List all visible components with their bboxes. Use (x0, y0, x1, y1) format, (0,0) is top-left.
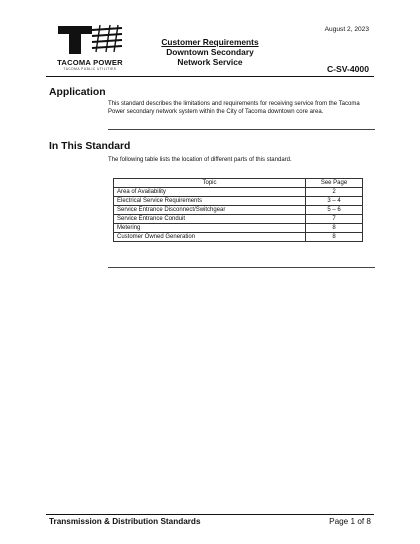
table-row (114, 188, 363, 197)
table-cell-topic: Electrical Service Requirements (114, 197, 306, 206)
table-row (114, 224, 363, 233)
table-cell-topic: Service Entrance Conduit (114, 215, 306, 224)
in-this-standard-divider (108, 267, 375, 268)
title-line-3: Network Service (177, 57, 243, 67)
footer-standards-label: Transmission & Distribution Standards (49, 517, 201, 526)
table-row (114, 206, 363, 215)
table-cell-topic: Service Entrance Disconnect/Switchgear (114, 206, 306, 215)
table-cell-page: 2 (306, 188, 363, 197)
table-cell-page: 3 – 4 (306, 197, 363, 206)
application-text: This standard describes the limitations and requirements for receiving service from the Tacoma Power secondary network system within the City of Tacoma downtown core area. (108, 101, 360, 116)
application-divider (108, 129, 375, 130)
document-code: C-SV-4000 (326, 64, 369, 74)
table-header-topic: Topic (114, 179, 306, 188)
header-date: August 2, 2023 (324, 26, 369, 33)
table-row (114, 233, 363, 242)
application-heading: Application (49, 87, 106, 98)
table-cell-topic: Customer Owned Generation (114, 233, 306, 242)
header-divider (46, 76, 374, 77)
footer-page-number: Page 1 of 8 (329, 517, 371, 526)
title-line-2: Downtown Secondary (166, 47, 254, 57)
logo-tagline: TACOMA PUBLIC UTILITIES (63, 67, 117, 71)
tacoma-power-logo-icon (52, 24, 128, 58)
logo-name: TACOMA POWER (57, 58, 123, 67)
in-this-standard-heading: In This Standard (49, 141, 131, 152)
table-cell-topic: Area of Availability (114, 188, 306, 197)
table-row (114, 215, 363, 224)
table-cell-page: 7 (306, 215, 363, 224)
in-this-standard-intro: The following table lists the location of different parts of this standard. (108, 157, 292, 163)
table-row (114, 197, 363, 206)
table-cell-page: 8 (306, 233, 363, 242)
table-cell-page: 5 – 6 (306, 206, 363, 215)
document-title (140, 37, 280, 67)
table-header-row (114, 179, 363, 188)
table-header-see-page: See Page (306, 179, 363, 188)
tacoma-power-logo (52, 24, 128, 70)
topics-table (113, 178, 363, 242)
table-cell-page: 8 (306, 224, 363, 233)
footer-divider (46, 514, 374, 515)
table-cell-topic: Metering (114, 224, 306, 233)
title-line-1: Customer Requirements (161, 37, 259, 47)
